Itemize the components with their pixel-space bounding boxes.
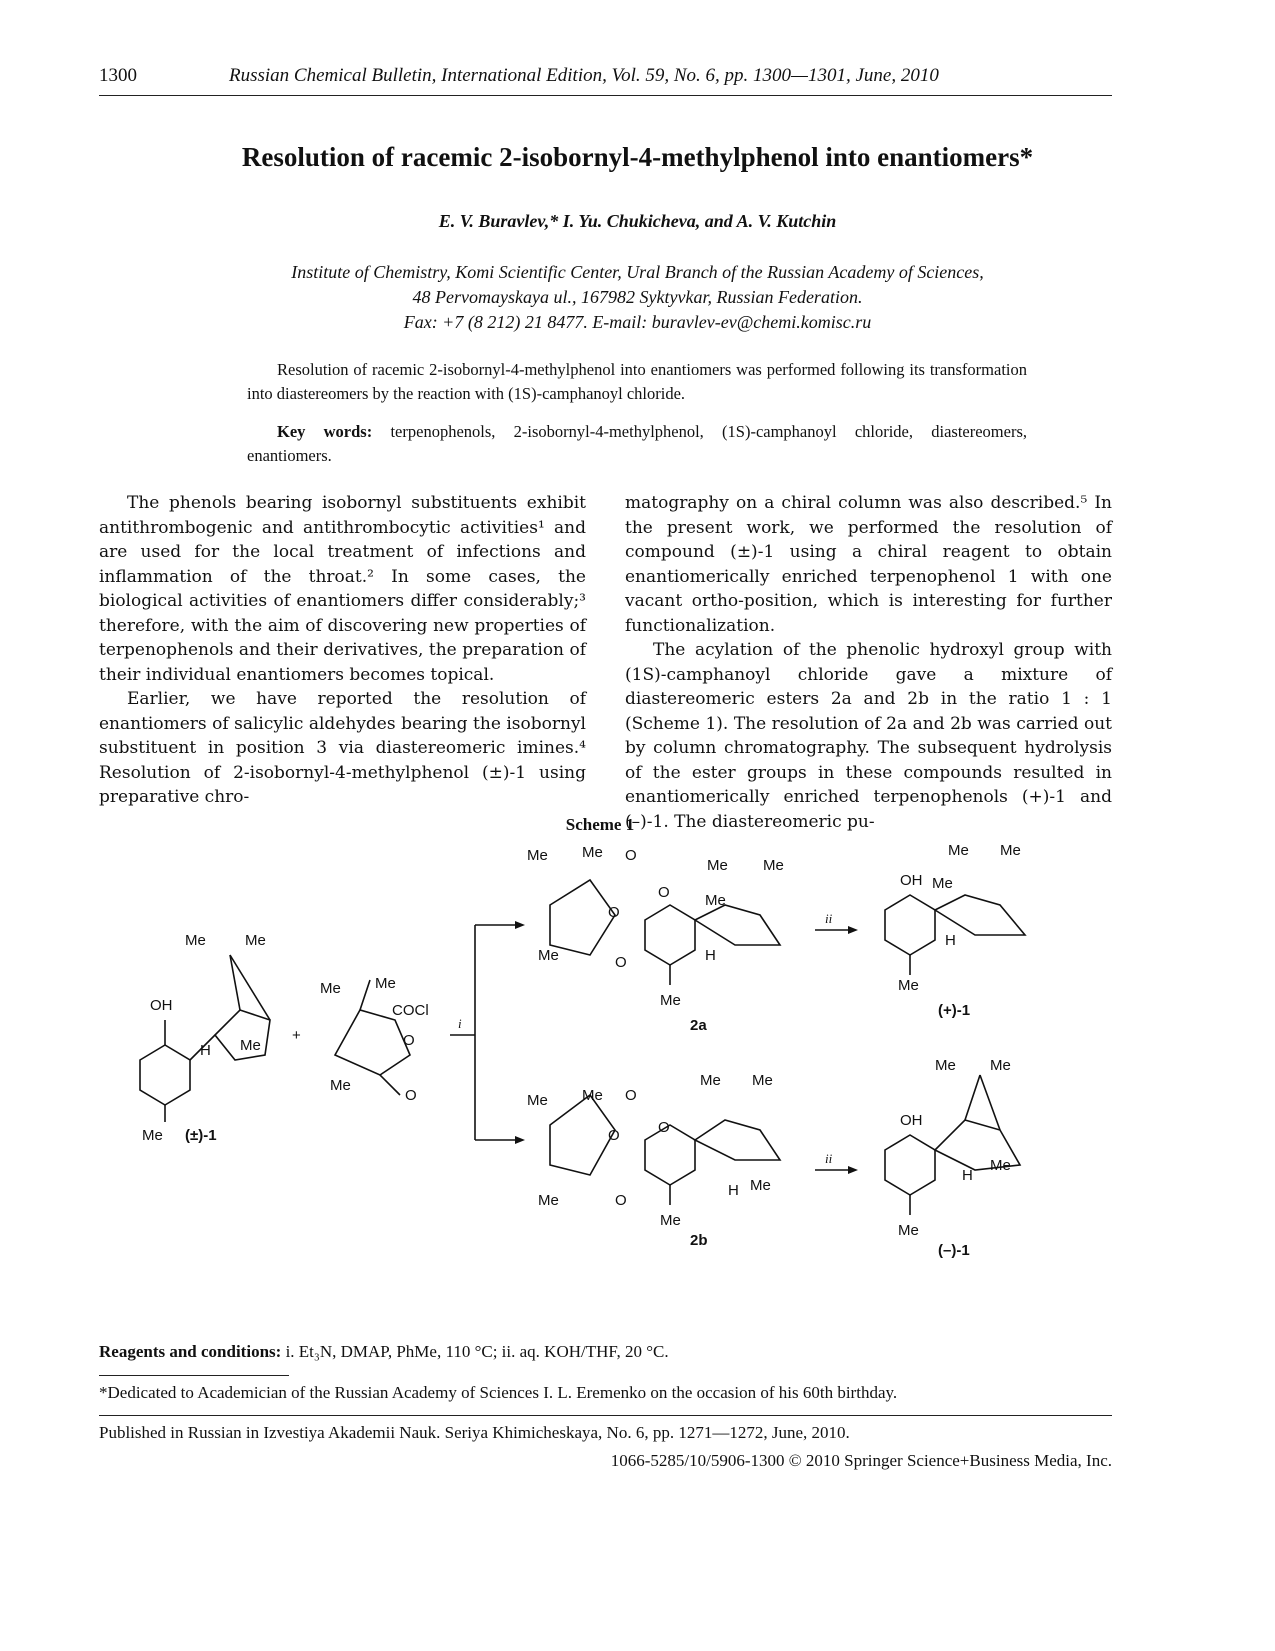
me-label: Me <box>582 1087 603 1104</box>
o-label: O <box>608 1127 620 1144</box>
me-label: Me <box>705 892 726 909</box>
me-label: Me <box>898 977 919 994</box>
me-label: Me <box>750 1177 771 1194</box>
paragraph: matography on a chiral column was also described.⁵ In the present work, we performed the resolution of compound (±)-1 using a chiral reagent to obtain enantiomerically enriched terpenophenol 1 with one vacant ortho-position, which is interesting for further functionalization. <box>625 493 1112 636</box>
running-header <box>99 65 1112 96</box>
footnote-divider <box>99 1375 289 1376</box>
me-label: Me <box>948 842 969 859</box>
keywords-label: Key words: <box>277 422 373 441</box>
affiliation-line: 48 Pervomayskaya ul., 167982 Syktyvkar, Russian Federation. <box>412 287 863 307</box>
affiliation <box>0 260 1275 335</box>
me-label: Me <box>538 1192 559 1209</box>
reagent-ii: ii <box>825 1151 833 1166</box>
me-label: Me <box>245 932 266 949</box>
o-label: O <box>658 1119 670 1136</box>
compound-label: (±)-1 <box>185 1127 217 1144</box>
me-label: Me <box>763 857 784 874</box>
o-label: O <box>658 884 670 901</box>
me-label: Me <box>538 947 559 964</box>
h-label: H <box>728 1182 739 1199</box>
reagents-text: i. Et₃N, DMAP, PhMe, 110 °C; ii. aq. KOH/THF, 20 °C. <box>285 1342 669 1361</box>
abstract <box>247 358 1027 406</box>
compound-label: (–)-1 <box>938 1242 970 1259</box>
me-label: Me <box>898 1222 919 1239</box>
me-label: Me <box>752 1072 773 1089</box>
camphanoyl-chloride <box>320 975 429 1104</box>
compound-2b <box>527 1072 780 1249</box>
compound-2a <box>527 844 784 1034</box>
cocl-label: COCl <box>392 1002 429 1019</box>
me-label: Me <box>240 1037 261 1054</box>
me-label: Me <box>1000 842 1021 859</box>
h-label: H <box>200 1042 211 1059</box>
me-label: Me <box>935 1057 956 1074</box>
me-label: Me <box>700 1072 721 1089</box>
reaction-scheme <box>120 842 1120 1340</box>
me-label: Me <box>527 1092 548 1109</box>
o-label: O <box>615 1192 627 1209</box>
keywords <box>247 420 1027 468</box>
compound-plus-1 <box>885 842 1025 1019</box>
me-label: Me <box>660 1212 681 1229</box>
h-label: H <box>962 1167 973 1184</box>
oh-label: OH <box>150 997 173 1014</box>
compound-rac-1 <box>140 932 270 1144</box>
me-label: Me <box>185 932 206 949</box>
me-label: Me <box>142 1127 163 1144</box>
compound-label: 2b <box>690 1232 708 1249</box>
o-label: O <box>405 1087 417 1104</box>
page-number: 1300 <box>99 65 137 86</box>
h-label: H <box>705 947 716 964</box>
body-column-right <box>625 491 1112 834</box>
me-label: Me <box>990 1057 1011 1074</box>
compound-minus-1 <box>885 1057 1020 1259</box>
published-note: Published in Russian in Izvestiya Akademii Nauk. Seriya Khimicheskaya, No. 6, pp. 1271—1272, June, 2010. <box>99 1423 850 1442</box>
oh-label: OH <box>900 1112 923 1129</box>
me-label: Me <box>932 875 953 892</box>
o-label: O <box>625 1087 637 1104</box>
body-column-left <box>99 491 586 810</box>
me-label: Me <box>330 1077 351 1094</box>
reagent-i: i <box>458 1016 462 1031</box>
me-label: Me <box>990 1157 1011 1174</box>
me-label: Me <box>320 980 341 997</box>
o-label: O <box>403 1032 415 1049</box>
paragraph: The phenols bearing isobornyl substituents exhibit antithrombogenic and antithrombocytic activities¹ and are used for the local treatment of infections and inflammation of the throat.² In some cases, the biological activities of enantiomers differ considerably;³ therefore, with the aim of discovering new properties of terpenophenols and their derivatives, the preparation of their individual enantiomers becomes topical. <box>99 493 586 685</box>
scheme-title: Scheme 1 <box>565 815 635 834</box>
journal-citation: Russian Chemical Bulletin, International Edition, Vol. 59, No. 6, pp. 1300—1301, June, 2010 <box>229 65 939 86</box>
footer-divider <box>99 1415 1112 1416</box>
compound-label: 2a <box>690 1017 707 1034</box>
paragraph: The acylation of the phenolic hydroxyl group with (1S)-camphanoyl chloride gave a mixture of diastereomeric esters 2a and 2b in the ratio 1 : 1 (Scheme 1). The resolution of 2a and 2b was carried out by column chromatography. The subsequent hydrolysis of the ester groups in these compounds resulted in enantiomerically enriched terpenophenols (+)-1 and (–)-1. The diastereomeric pu- <box>625 640 1112 832</box>
reagents-label: Reagents and conditions: <box>99 1342 282 1361</box>
plus-sign: + <box>292 1027 301 1044</box>
reagent-ii: ii <box>825 911 833 926</box>
keywords-text: terpenophenols, 2-isobornyl-4-methylphenol, (1S)-camphanoyl chloride, diastereomers, enantiomers. <box>247 422 1027 465</box>
authors: E. V. Buravlev,* I. Yu. Chukicheva, and A. V. Kutchin <box>438 211 837 231</box>
affiliation-line: Institute of Chemistry, Komi Scientific Center, Ural Branch of the Russian Academy of Sciences, <box>291 262 984 282</box>
affiliation-line: Fax: +7 (8 212) 21 8477. E-mail: buravlev-ev@chemi.komisc.ru <box>403 312 872 332</box>
h-label: H <box>945 932 956 949</box>
o-label: O <box>625 847 637 864</box>
compound-label: (+)-1 <box>938 1002 971 1019</box>
footnote: *Dedicated to Academician of the Russian Academy of Sciences I. L. Eremenko on the occasion of his 60th birthday. <box>99 1383 898 1402</box>
me-label: Me <box>660 992 681 1009</box>
me-label: Me <box>707 857 728 874</box>
copyright-line: 1066-5285/10/5906-1300 © 2010 Springer Science+Business Media, Inc. <box>610 1451 1112 1470</box>
me-label: Me <box>527 847 548 864</box>
o-label: O <box>615 954 627 971</box>
paragraph: Earlier, we have reported the resolution of enantiomers of salicylic aldehydes bearing the isobornyl substituent in position 3 via diastereomeric imines.⁴ Resolution of 2-isobornyl-4-methylphenol (±)-1 using preparative chro- <box>99 689 586 807</box>
paper-title: Resolution of racemic 2-isobornyl-4-methylphenol into enantiomers* <box>241 142 1034 172</box>
me-label: Me <box>582 844 603 861</box>
o-label: O <box>608 904 620 921</box>
me-label: Me <box>375 975 396 992</box>
abstract-text: Resolution of racemic 2-isobornyl-4-methylphenol into enantiomers was performed following its transformation into diastereomers by the reaction with (1S)-camphanoyl chloride. <box>247 360 1027 403</box>
reagents-and-conditions <box>99 1342 669 1362</box>
oh-label: OH <box>900 872 923 889</box>
